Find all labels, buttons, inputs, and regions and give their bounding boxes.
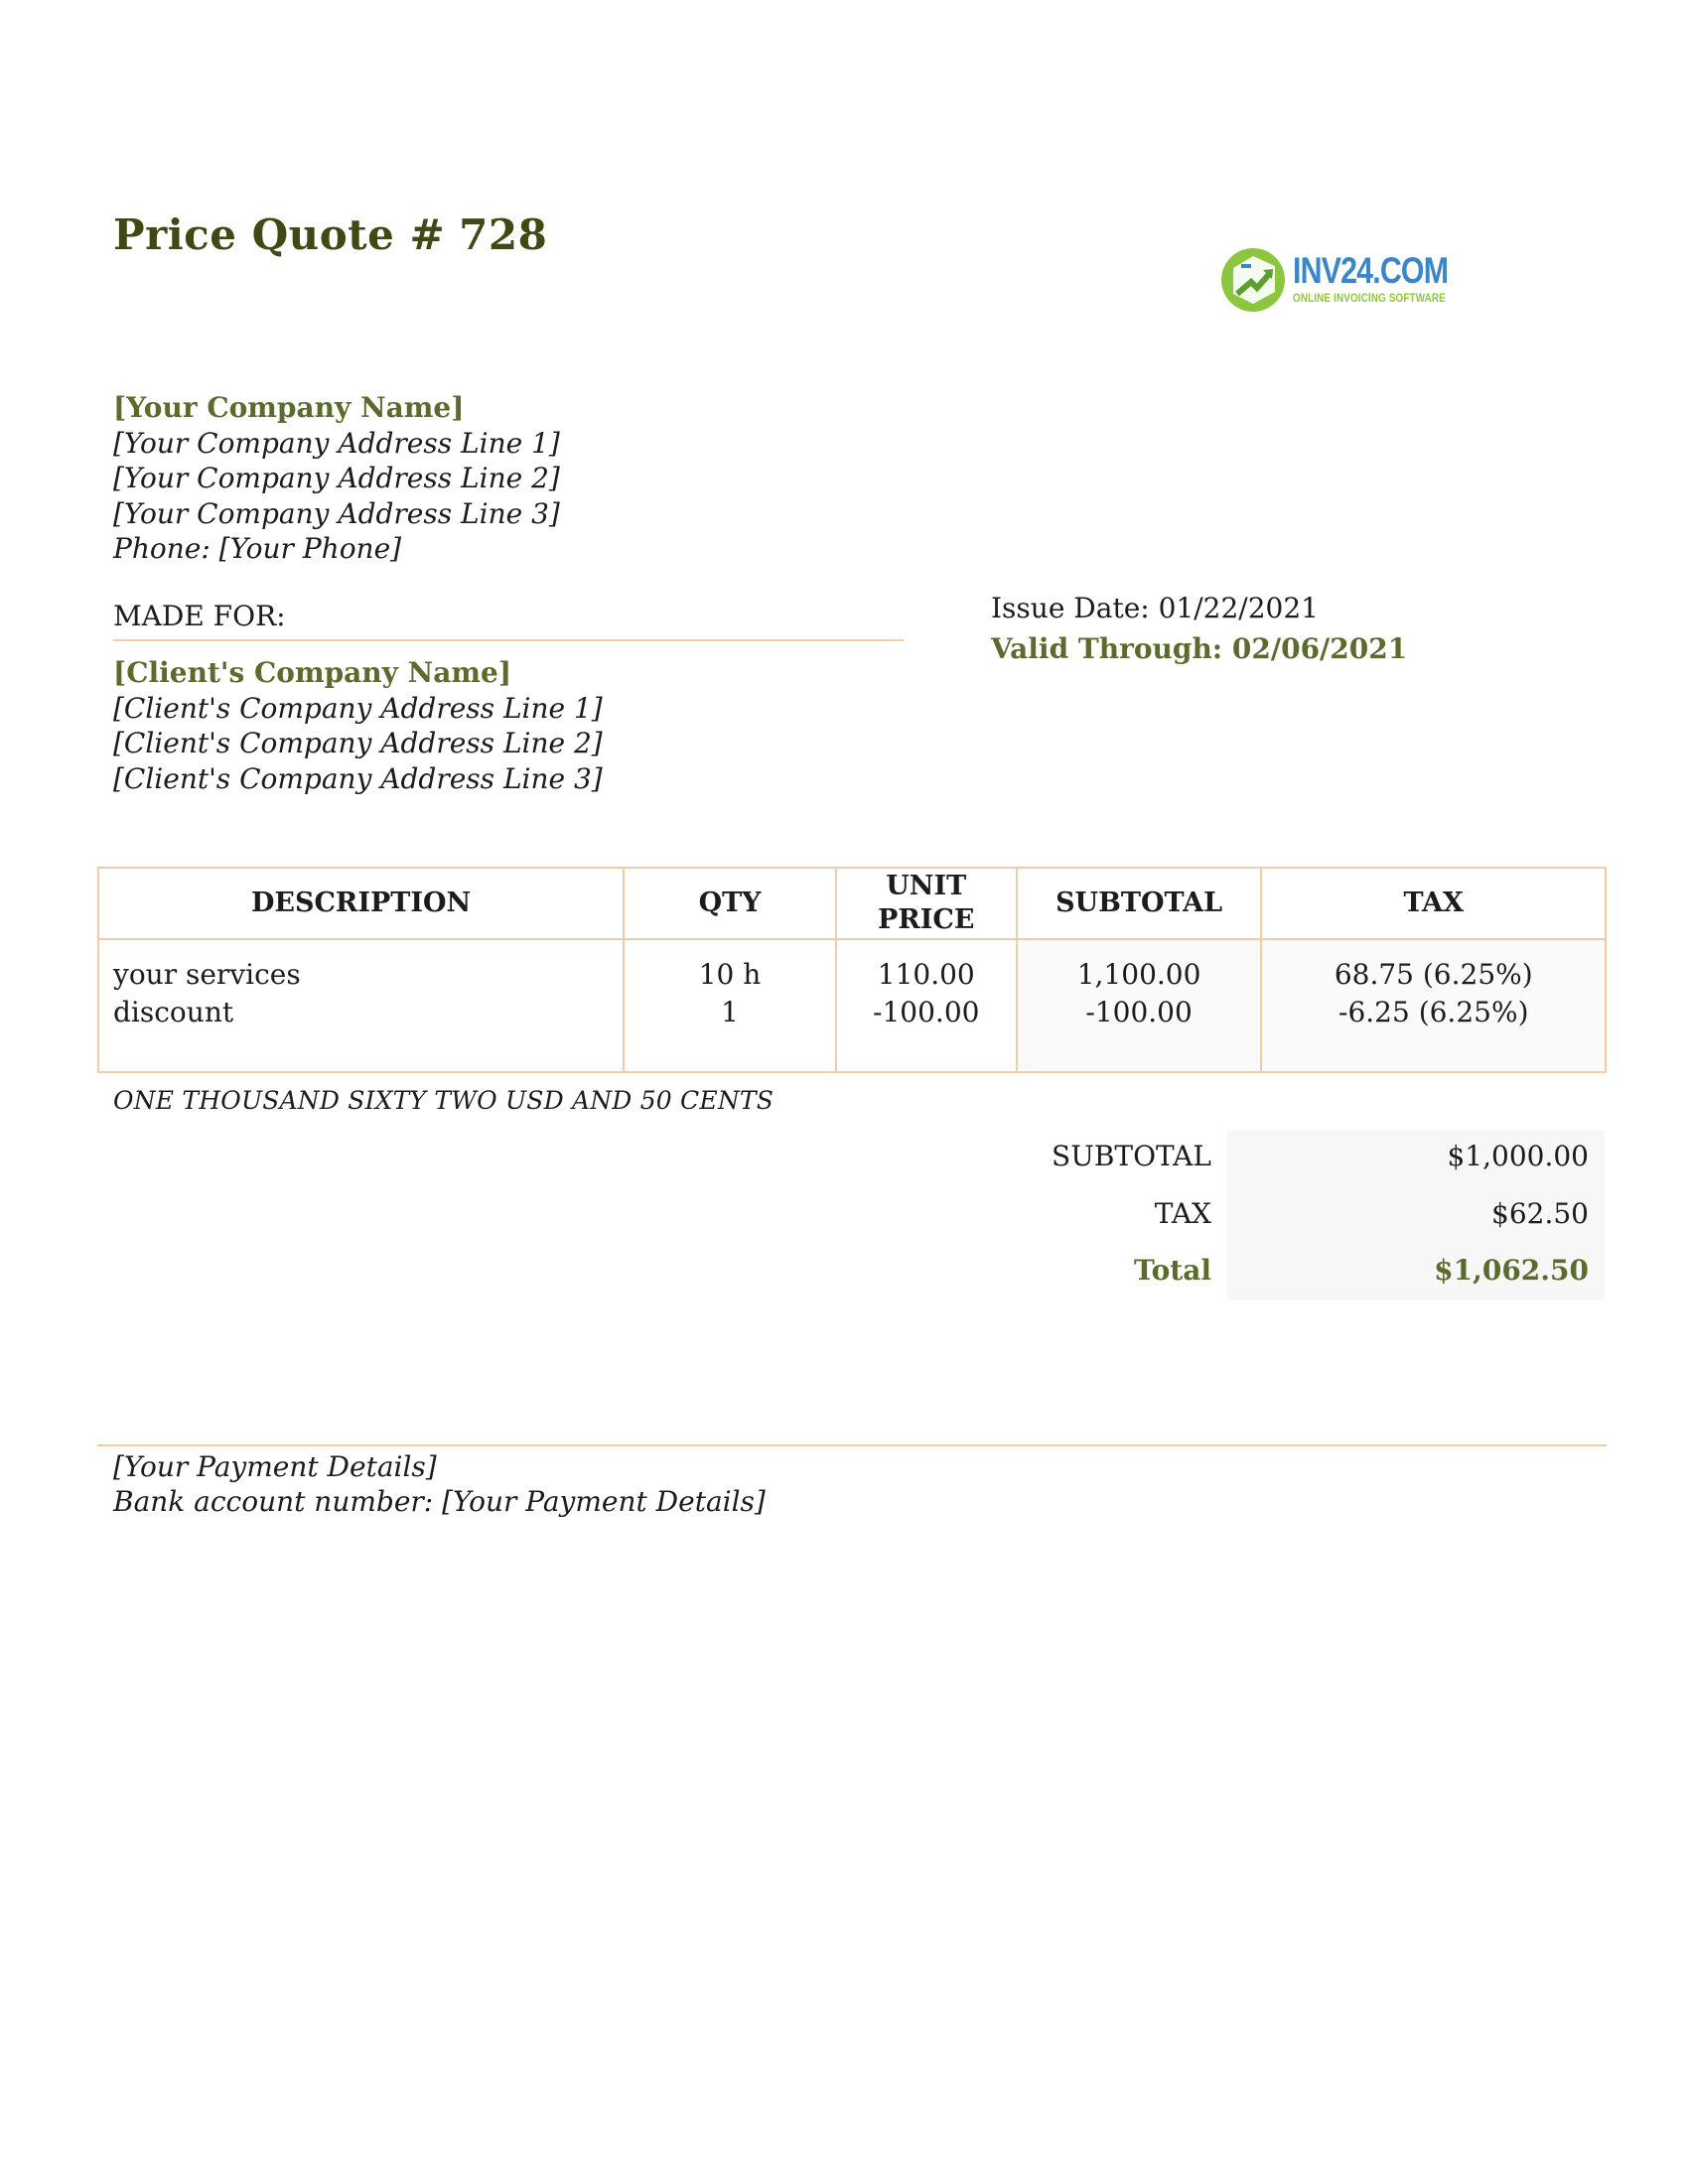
cell-subtotal xyxy=(1017,939,1262,1072)
header-unit-price-line1: UNIT xyxy=(886,871,967,901)
header-qty: QTY xyxy=(624,868,836,939)
subtotal-label: SUBTOTAL xyxy=(1052,1140,1211,1172)
header-unit-price xyxy=(836,868,1017,939)
header-tax: TAX xyxy=(1261,868,1606,939)
logo-tagline: ONLINE INVOICING SOFTWARE xyxy=(1293,291,1446,305)
title-label: Price Quote # xyxy=(113,210,446,259)
sender-address-3: [Your Company Address Line 3] xyxy=(113,496,560,530)
row-2-description: discount xyxy=(113,996,234,1028)
bank-account: Bank account number: [Your Payment Details] xyxy=(113,1485,766,1518)
cell-unit-price xyxy=(836,939,1017,1072)
sender-address-1: [Your Company Address Line 1] xyxy=(113,426,560,460)
row-2-tax: -6.25 (6.25%) xyxy=(1337,996,1529,1028)
cell-tax xyxy=(1261,939,1606,1072)
client-company: [Client's Company Name] xyxy=(113,656,512,689)
client-address-2: [Client's Company Address Line 2] xyxy=(113,727,603,759)
client-address-1: [Client's Company Address Line 1] xyxy=(113,691,603,725)
row-1-description: your services xyxy=(113,958,301,991)
table-header-row xyxy=(98,868,1606,939)
cell-description xyxy=(98,939,624,1072)
row-2-qty: 1 xyxy=(721,996,739,1028)
quote-number: 728 xyxy=(459,210,548,259)
client-address-3: [Client's Company Address Line 3] xyxy=(113,761,603,795)
header-unit-price-line2: PRICE xyxy=(878,904,975,935)
row-2-subtotal: -100.00 xyxy=(1085,996,1193,1028)
total-value: $1,062.50 xyxy=(1434,1254,1589,1287)
amount-in-words: ONE THOUSAND SIXTY TWO USD AND 50 CENTS xyxy=(113,1086,774,1115)
table-row xyxy=(98,939,1606,1072)
made-for-label: MADE FOR: xyxy=(113,600,286,632)
cell-qty xyxy=(624,939,836,1072)
row-1-subtotal: 1,100.00 xyxy=(1076,958,1201,991)
row-2-unit-price: -100.00 xyxy=(873,996,980,1028)
tax-label: TAX xyxy=(1154,1197,1211,1230)
page-title xyxy=(113,210,547,259)
issue-date: Issue Date: 01/22/2021 xyxy=(991,592,1319,624)
made-for-divider xyxy=(113,639,904,641)
tax-value: $62.50 xyxy=(1491,1197,1589,1230)
row-1-qty: 10 h xyxy=(698,958,762,991)
sender-block xyxy=(113,390,560,567)
logo-name: INV24.COM xyxy=(1293,250,1449,291)
sender-company: [Your Company Name] xyxy=(113,391,465,424)
sender-address-2: [Your Company Address Line 2] xyxy=(113,462,560,494)
row-1-tax: 68.75 (6.25%) xyxy=(1334,958,1533,991)
client-block xyxy=(113,655,603,796)
valid-through: Valid Through: 02/06/2021 xyxy=(991,632,1408,665)
header-subtotal: SUBTOTAL xyxy=(1017,868,1262,939)
row-1-unit-price: 110.00 xyxy=(877,958,975,991)
payment-divider xyxy=(97,1444,1607,1446)
total-label: Total xyxy=(1133,1254,1211,1287)
sender-phone: Phone: [Your Phone] xyxy=(113,532,402,565)
items-table xyxy=(97,867,1607,1073)
payment-details: [Your Payment Details] xyxy=(113,1450,437,1483)
subtotal-value: $1,000.00 xyxy=(1447,1140,1589,1172)
header-description: DESCRIPTION xyxy=(98,868,624,939)
payment-block xyxy=(113,1449,766,1519)
